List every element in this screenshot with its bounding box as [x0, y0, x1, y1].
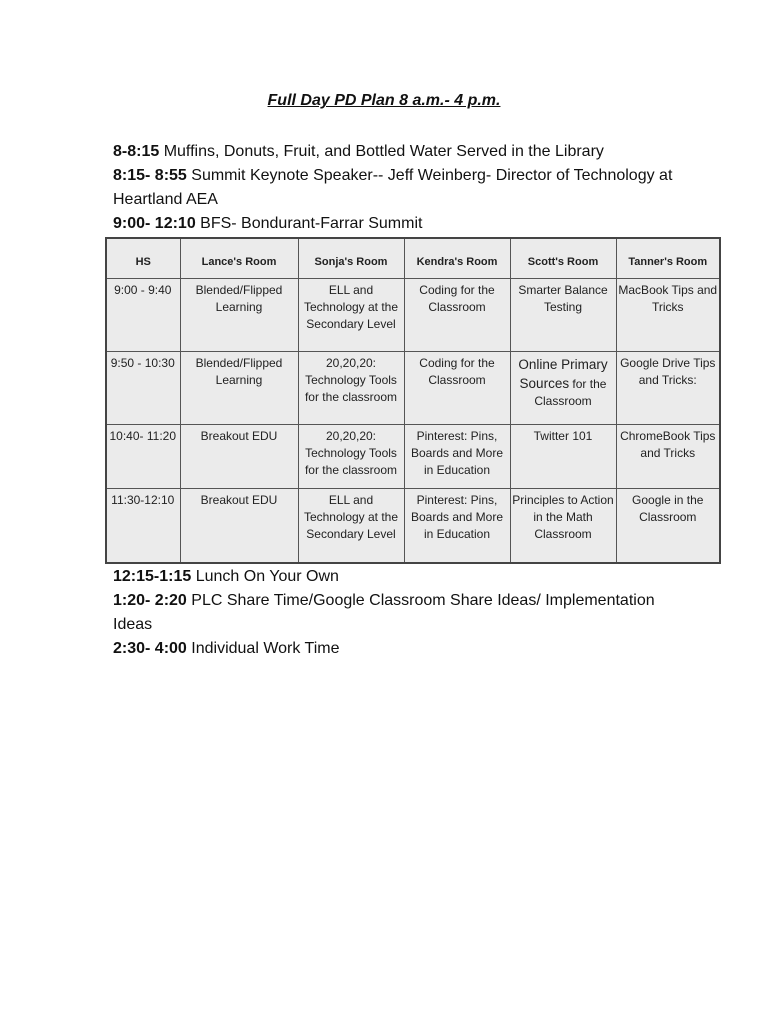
schedule-item	[113, 164, 673, 212]
schedule-text: Lunch On Your Own	[191, 568, 339, 585]
schedule-time: 12:15-1:15	[113, 568, 192, 585]
page-title: Full Day PD Plan 8 a.m.- 4 p.m.	[267, 92, 501, 109]
schedule-item	[113, 212, 673, 236]
session-cell: ChromeBook Tips and Tricks	[616, 424, 720, 488]
column-header-lance: Lance's Room	[180, 238, 298, 278]
table-row	[106, 351, 720, 424]
time-slot: 10:40- 11:20	[106, 424, 180, 488]
schedule-item	[113, 637, 673, 661]
schedule-item	[113, 589, 673, 637]
schedule-item	[113, 140, 673, 164]
column-header-scott: Scott's Room	[510, 238, 616, 278]
session-cell	[510, 351, 616, 424]
session-cell: Twitter 101	[510, 424, 616, 488]
session-cell: Breakout EDU	[180, 424, 298, 488]
schedule-time: 2:30- 4:00	[113, 640, 187, 657]
session-cell: Google Drive Tips and Tricks:	[616, 351, 720, 424]
schedule-item	[113, 565, 673, 589]
schedule-text: Individual Work Time	[186, 640, 340, 657]
session-cell: Coding for the Classroom	[404, 351, 510, 424]
session-line: Online Primary	[518, 356, 608, 372]
session-cell: ELL and Technology at the Secondary Level	[298, 488, 404, 563]
schedule-text: Summit Keynote Speaker-- Jeff Weinberg- Director of Technology at Heartland AEA	[113, 167, 673, 208]
table-row	[106, 424, 720, 488]
time-slot: 11:30-12:10	[106, 488, 180, 563]
schedule-text: PLC Share Time/Google Classroom Share Ideas/ Implementation Ideas	[113, 592, 655, 633]
table-row	[106, 488, 720, 563]
session-cell: Pinterest: Pins, Boards and More in Education	[404, 488, 510, 563]
session-cell: Blended/Flipped Learning	[180, 351, 298, 424]
morning-schedule	[113, 140, 673, 236]
session-cell: ELL and Technology at the Secondary Level	[298, 278, 404, 351]
column-header-hs: HS	[106, 238, 180, 278]
schedule-text: Muffins, Donuts, Fruit, and Bottled Water Served in the Library	[159, 143, 604, 160]
session-table	[105, 237, 721, 564]
session-cell: Coding for the Classroom	[404, 278, 510, 351]
session-cell: Breakout EDU	[180, 488, 298, 563]
schedule-time: 8:15- 8:55	[113, 167, 187, 184]
session-cell: Blended/Flipped Learning	[180, 278, 298, 351]
schedule-time: 1:20- 2:20	[113, 592, 187, 609]
session-cell: MacBook Tips and Tricks	[616, 278, 720, 351]
session-cell: Principles to Action in the Math Classroom	[510, 488, 616, 563]
session-cell: Google in the Classroom	[616, 488, 720, 563]
table-row	[106, 278, 720, 351]
column-header-tanner: Tanner's Room	[616, 238, 720, 278]
afternoon-schedule	[113, 565, 673, 661]
schedule-time: 9:00- 12:10	[113, 215, 196, 232]
session-cell: Pinterest: Pins, Boards and More in Education	[404, 424, 510, 488]
schedule-time: 8-8:15	[113, 143, 160, 160]
time-slot: 9:50 - 10:30	[106, 351, 180, 424]
session-line: Sources	[519, 375, 570, 391]
session-cell: 20,20,20: Technology Tools for the classroom	[298, 424, 404, 488]
table-header-row	[106, 238, 720, 278]
session-cell: 20,20,20: Technology Tools for the classroom	[298, 351, 404, 424]
time-slot: 9:00 - 9:40	[106, 278, 180, 351]
column-header-kendra: Kendra's Room	[404, 238, 510, 278]
column-header-sonja: Sonja's Room	[298, 238, 404, 278]
session-line: for the	[569, 376, 607, 391]
schedule-text: BFS- Bondurant-Farrar Summit	[195, 215, 423, 232]
session-cell: Smarter Balance Testing	[510, 278, 616, 351]
session-line: Classroom	[534, 393, 592, 408]
